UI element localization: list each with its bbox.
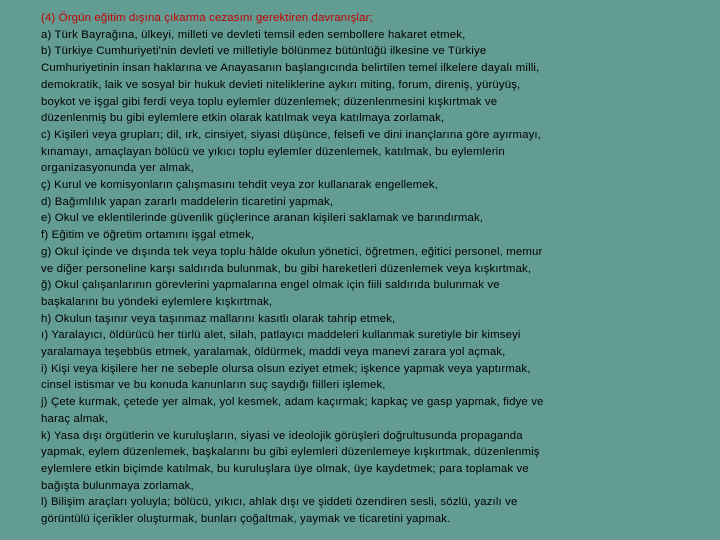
rule-item — [41, 127, 701, 177]
slide-heading: (4) Örgün eğitim dışına çıkarma cezasını gerektiren davranışlar; — [41, 12, 373, 24]
rule-item — [41, 327, 701, 360]
rule-line: c) Kişileri veya grupları; dil, ırk, cinsiyet, siyasi düşünce, felsefi ve dini inançlarına göre ayırmayı, — [41, 128, 542, 141]
rule-line: j) Çete kurmak, çetede yer almak, yol kesmek, adam kaçırmak; kapkaç ve gasp yapmak, fidye ve — [41, 396, 544, 409]
rule-line: yaralamaya teşebbüs etmek, yaralamak, öldürmek, maddi veya manevi zarara yol açmak, — [41, 346, 506, 359]
rule-item — [41, 394, 701, 427]
rule-line: i) Kişi veya kişilere her ne sebeple olursa olsun eziyet etmek; işkence yapmak veya yaptırmak, — [41, 362, 531, 375]
rule-line: bağışta bulunmaya zorlamak, — [41, 479, 194, 492]
rule-line: kınamayı, amaçlayan bölücü ve yıkıcı toplu eylemler düzenlemek, katılmak, bu eylemlerin — [41, 145, 505, 158]
rule-line: h) Okulun taşınır veya taşınmaz mallarını kasıtlı olarak tahrip etmek, — [41, 312, 396, 325]
rule-line: ı) Yaralayıcı, öldürücü her türlü alet, silah, patlayıcı maddeleri kullanmak suretiyle bir kimseyi — [41, 329, 521, 342]
rule-item — [41, 27, 701, 44]
rule-item — [41, 311, 701, 328]
rule-line: b) Türkiye Cumhuriyeti'nin devleti ve milletiyle bölünmez bütünlüğü ilkesine ve Türkiye — [41, 45, 487, 58]
rule-line: Cumhuriyetinin insan haklarına ve Anayasanın başlangıcında belirtilen temel ilkelere dayalı milli, — [41, 62, 540, 75]
rule-line: d) Bağımlılık yapan zararlı maddelerin ticaretini yapmak, — [41, 195, 334, 208]
rule-line: l) Bilişim araçları yoluyla; bölücü, yıkıcı, ahlak dışı ve şiddeti özendiren sesli, sözlü, yazılı ve — [41, 496, 518, 509]
rule-line: eylemlere etkin biçimde katılmak, bu kuruluşlara üye olmak, üye kaydetmek; para toplamak ve — [41, 462, 529, 475]
rule-item — [41, 277, 701, 310]
rule-line: f) Eğitim ve öğretim ortamını işgal etmek, — [41, 229, 255, 242]
rule-line: düzenlenmiş bu gibi eylemlere etkin olarak katılmak veya katılmaya zorlamak, — [41, 112, 445, 125]
rule-line: k) Yasa dışı örgütlerin ve kuruluşların, siyasi ve ideolojik görüşleri doğrultusunda propaganda — [41, 429, 523, 442]
rule-line: ğ) Okul çalışanlarının görevlerini yapmalarına engel olmak için fiili saldırıda bulunmak ve — [41, 279, 500, 292]
rule-line: başkalarını bu yöndeki eylemlere kışkırtmak, — [41, 295, 273, 308]
rule-line: boykot ve işgal gibi ferdi veya toplu eylemler düzenlemek; düzenlenmesini kışkırtmak ve — [41, 95, 498, 108]
rule-item — [41, 428, 701, 495]
rule-item — [41, 361, 701, 394]
rule-item — [41, 494, 701, 527]
rule-list — [41, 27, 701, 528]
rule-item — [41, 194, 701, 211]
rule-item — [41, 244, 701, 277]
rule-item — [41, 210, 701, 227]
rule-line: ç) Kurul ve komisyonların çalışmasını tehdit veya zor kullanarak engellemek, — [41, 179, 438, 192]
rule-line: organizasyonunda yer almak, — [41, 162, 194, 175]
rule-line: demokratik, laik ve sosyal bir hukuk devleti niteliklerine aykırı miting, forum, direniş, yürüyüş, — [41, 78, 521, 91]
rule-line: yapmak, eylem düzenlemek, başkalarını bu gibi eylemleri düzenlemeye kışkırtmak, düzenlenmiş — [41, 446, 540, 459]
rule-line: g) Okul içinde ve dışında tek veya toplu hâlde okulun yönetici, öğretmen, eğitici personel, memur — [41, 245, 543, 258]
rule-item — [41, 43, 701, 127]
rule-line: cinsel istismar ve bu konuda kanunların suç saydığı fiilleri işlemek, — [41, 379, 386, 392]
rule-line: a) Türk Bayrağına, ülkeyi, milleti ve devleti temsil eden sembollere hakaret etmek, — [41, 28, 466, 41]
rule-line: görüntülü içerikler oluşturmak, bunları çoğaltmak, yaymak ve ticaretini yapmak. — [41, 513, 451, 526]
rule-line: haraç almak, — [41, 412, 109, 425]
rule-item — [41, 227, 701, 244]
rule-line: ve diğer personeline karşı saldırıda bulunmak, bu gibi hareketleri düzenlemek veya kışkırtmak, — [41, 262, 532, 275]
rule-item — [41, 177, 701, 194]
rule-line: e) Okul ve eklentilerinde güvenlik güçlerince aranan kişileri saklamak ve barındırmak, — [41, 212, 484, 225]
slide-body — [41, 10, 701, 528]
